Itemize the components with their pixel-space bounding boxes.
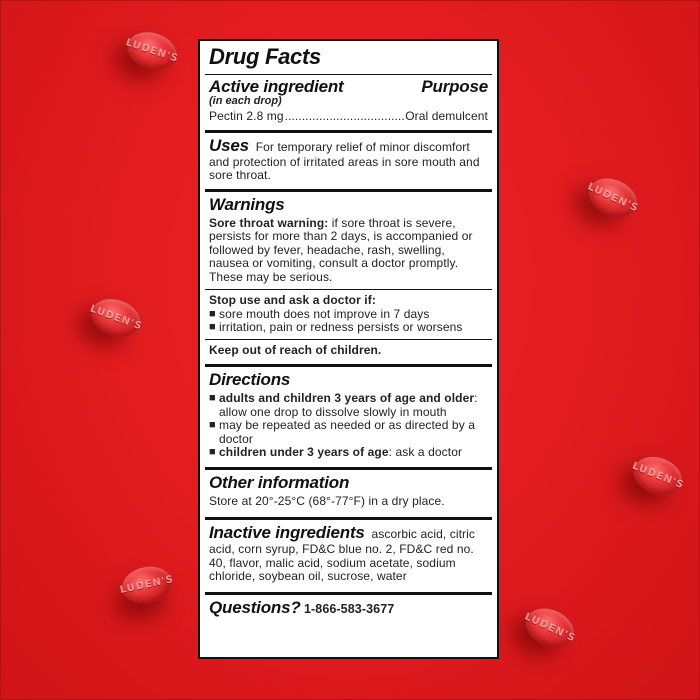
ingredient-name: Pectin 2.8 mg [209,109,284,123]
directions-section [205,367,492,463]
ingredient-purpose: Oral demulcent [405,109,488,123]
drug-facts-title: Drug Facts [209,44,321,69]
drug-facts-panel [198,39,499,659]
sore-throat-text: if sore throat is severe, persists for more than 2 days, is accompanied or followed by fever, headache, rash, swelling, nausea or vomiting, consult a doctor promptly. These may be serious. [209,215,473,284]
uses-section [205,133,492,186]
questions-phone: 1-866-583-3677 [303,601,395,616]
warnings-heading: Warnings [209,194,285,214]
direction-item: ■ may be repeated as needed or as directed by a doctor [209,419,488,446]
bullet-square-icon [209,446,219,460]
stop-use-item: ■ irritation, pain or redness persists or worsens [209,321,488,335]
leader-dots [285,110,405,124]
stop-use-item: ■ sore mouth does not improve in 7 days [209,308,488,322]
questions-heading: Questions? [209,597,301,617]
lozenge-emboss: LUDEN'S [119,573,175,597]
lozenge-emboss: LUDEN'S [630,460,686,492]
active-ingredient-subheading: (in each drop) [209,95,282,107]
other-information-heading: Other information [209,472,350,492]
stop-use-heading: Stop use and ask a doctor if: [209,293,376,307]
bullet-square-icon [209,308,219,322]
inactive-ingredients-section [205,520,492,587]
direction-item: ■ adults and children 3 years of age and older: [209,392,488,406]
lozenge-emboss: LUDEN'S [522,611,578,645]
uses-heading: Uses [209,135,249,155]
lozenge-emboss: LUDEN'S [124,37,180,65]
inactive-ingredients-heading: Inactive ingredients [209,523,365,542]
direction-item: ■ children under 3 years of age: ask a doctor [209,446,488,460]
inactive-ingredients-text: ascorbic acid, citric acid, corn syrup, FD&C blue no. 2, FD&C red no. 40, flavor, malic acid, sodium acetate, sodium chloride, soybean oil, sucrose, water [209,527,476,583]
bullet-square-icon [209,321,219,335]
purpose-heading: Purpose [421,77,488,96]
warnings-section [205,192,492,361]
direction-continuation: allow one drop to dissolve slowly in mouth [219,404,447,419]
lozenge-emboss: LUDEN'S [585,181,641,215]
bullet-square-icon [209,392,219,406]
questions-section [205,595,492,621]
other-information-section [205,470,492,512]
active-ingredient-section [205,77,492,127]
lozenge-emboss: LUDEN'S [88,303,144,333]
other-information-text: Store at 20°-25°C (68°-77°F) in a dry place. [209,493,445,508]
uses-text: For temporary relief of minor discomfort and protection of irritated areas in sore mouth and sore throat. [209,139,480,182]
active-ingredient-heading: Active ingredient [209,77,344,96]
bullet-square-icon [209,419,219,446]
directions-heading: Directions [209,370,291,389]
keep-out-of-reach: Keep out of reach of children. [209,342,382,357]
sore-throat-label: Sore throat warning: [209,215,329,230]
